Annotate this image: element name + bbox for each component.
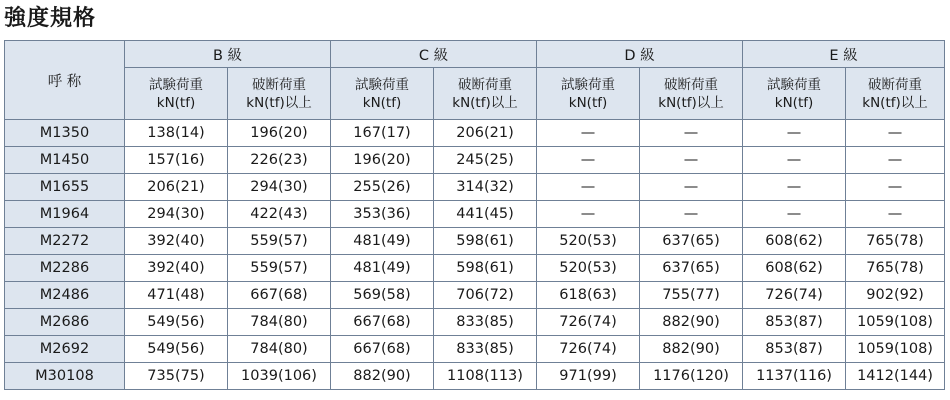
value-cell: 667(68) <box>331 309 434 336</box>
value-cell: 637(65) <box>640 255 743 282</box>
table-row <box>5 147 945 174</box>
value-cell: 1059(108) <box>846 309 945 336</box>
value-cell: 226(23) <box>228 147 331 174</box>
value-cell: 441(45) <box>434 201 537 228</box>
value-cell: — <box>537 120 640 147</box>
value-cell: — <box>743 120 846 147</box>
value-cell: 549(56) <box>125 309 228 336</box>
proof-load-header <box>537 68 640 120</box>
value-cell: 422(43) <box>228 201 331 228</box>
value-cell: — <box>537 201 640 228</box>
value-cell: 1059(108) <box>846 336 945 363</box>
value-cell: 1412(144) <box>846 363 945 390</box>
value-cell: — <box>846 201 945 228</box>
grade-b-header: B 級 <box>125 41 331 68</box>
value-cell: 765(78) <box>846 255 945 282</box>
value-cell: 882(90) <box>331 363 434 390</box>
value-cell: 784(80) <box>228 309 331 336</box>
value-cell: 971(99) <box>537 363 640 390</box>
grade-e-header: E 級 <box>743 41 945 68</box>
value-cell: 735(75) <box>125 363 228 390</box>
value-cell: 314(32) <box>434 174 537 201</box>
value-cell: — <box>743 174 846 201</box>
value-cell: 138(14) <box>125 120 228 147</box>
value-cell: 902(92) <box>846 282 945 309</box>
row-name-cell: M2692 <box>5 336 125 363</box>
breaking-load-unit: kN(tf)以上 <box>246 94 312 111</box>
value-cell: 726(74) <box>743 282 846 309</box>
value-cell: 294(30) <box>125 201 228 228</box>
breaking-load-label: 破断荷重 <box>252 76 306 93</box>
value-cell: — <box>743 147 846 174</box>
value-cell: 167(17) <box>331 120 434 147</box>
load-header-row <box>5 68 945 120</box>
table-row <box>5 228 945 255</box>
proof-load-label: 試験荷重 <box>149 76 203 93</box>
grade-header-row <box>5 41 945 68</box>
value-cell: 608(62) <box>743 255 846 282</box>
proof-load-label: 試験荷重 <box>767 76 822 93</box>
row-name-cell: M30108 <box>5 363 125 390</box>
value-cell: 481(49) <box>331 228 434 255</box>
proof-load-label: 試験荷重 <box>561 76 616 93</box>
breaking-load-header <box>846 68 945 120</box>
value-cell: 637(65) <box>640 228 743 255</box>
value-cell: 853(87) <box>743 336 846 363</box>
value-cell: 1137(116) <box>743 363 846 390</box>
row-name-cell: M1350 <box>5 120 125 147</box>
row-name-cell: M1964 <box>5 201 125 228</box>
breaking-load-header <box>640 68 743 120</box>
value-cell: 667(68) <box>228 282 331 309</box>
value-cell: 1108(113) <box>434 363 537 390</box>
value-cell: 196(20) <box>228 120 331 147</box>
value-cell: 726(74) <box>537 309 640 336</box>
value-cell: 245(25) <box>434 147 537 174</box>
value-cell: 196(20) <box>331 147 434 174</box>
value-cell: — <box>846 147 945 174</box>
table-header <box>5 41 945 120</box>
proof-load-header <box>331 68 434 120</box>
value-cell: 353(36) <box>331 201 434 228</box>
value-cell: 706(72) <box>434 282 537 309</box>
value-cell: 520(53) <box>537 255 640 282</box>
value-cell: 206(21) <box>125 174 228 201</box>
value-cell: — <box>640 174 743 201</box>
value-cell: 833(85) <box>434 309 537 336</box>
table-row <box>5 174 945 201</box>
value-cell: 726(74) <box>537 336 640 363</box>
page-title: 強度規格 <box>4 6 97 31</box>
value-cell: 559(57) <box>228 255 331 282</box>
value-cell: 294(30) <box>228 174 331 201</box>
value-cell: 882(90) <box>640 309 743 336</box>
proof-load-label: 試験荷重 <box>355 76 409 93</box>
value-cell: 667(68) <box>331 336 434 363</box>
value-cell: 471(48) <box>125 282 228 309</box>
value-cell: — <box>640 147 743 174</box>
table-body <box>5 120 945 390</box>
table-row <box>5 201 945 228</box>
value-cell: 549(56) <box>125 336 228 363</box>
name-column-header: 呼 称 <box>5 41 125 120</box>
breaking-load-label: 破断荷重 <box>458 76 512 93</box>
table-row <box>5 120 945 147</box>
value-cell: 1176(120) <box>640 363 743 390</box>
table-row <box>5 336 945 363</box>
table-row <box>5 309 945 336</box>
value-cell: 784(80) <box>228 336 331 363</box>
table-row <box>5 255 945 282</box>
value-cell: 481(49) <box>331 255 434 282</box>
value-cell: — <box>640 120 743 147</box>
strength-spec-table <box>4 40 945 390</box>
value-cell: — <box>537 174 640 201</box>
value-cell: — <box>743 201 846 228</box>
table-row <box>5 282 945 309</box>
row-name-cell: M2486 <box>5 282 125 309</box>
value-cell: — <box>640 201 743 228</box>
value-cell: 598(61) <box>434 255 537 282</box>
table-row <box>5 363 945 390</box>
proof-load-unit: kN(tf) <box>774 94 814 111</box>
value-cell: 853(87) <box>743 309 846 336</box>
breaking-load-unit: kN(tf)以上 <box>658 94 724 111</box>
value-cell: — <box>537 147 640 174</box>
value-cell: 520(53) <box>537 228 640 255</box>
value-cell: 157(16) <box>125 147 228 174</box>
value-cell: 598(61) <box>434 228 537 255</box>
value-cell: 765(78) <box>846 228 945 255</box>
proof-load-header <box>125 68 228 120</box>
row-name-cell: M1450 <box>5 147 125 174</box>
value-cell: 618(63) <box>537 282 640 309</box>
proof-load-header <box>743 68 846 120</box>
breaking-load-unit: kN(tf)以上 <box>862 94 928 111</box>
value-cell: — <box>846 174 945 201</box>
value-cell: 882(90) <box>640 336 743 363</box>
row-name-cell: M2686 <box>5 309 125 336</box>
breaking-load-header <box>434 68 537 120</box>
breaking-load-label: 破断荷重 <box>664 76 719 93</box>
proof-load-unit: kN(tf) <box>156 94 196 111</box>
breaking-load-unit: kN(tf)以上 <box>452 94 518 111</box>
value-cell: 255(26) <box>331 174 434 201</box>
value-cell: 392(40) <box>125 255 228 282</box>
proof-load-unit: kN(tf) <box>362 94 402 111</box>
proof-load-unit: kN(tf) <box>568 94 608 111</box>
value-cell: 206(21) <box>434 120 537 147</box>
value-cell: 755(77) <box>640 282 743 309</box>
value-cell: 608(62) <box>743 228 846 255</box>
value-cell: 569(58) <box>331 282 434 309</box>
row-name-cell: M1655 <box>5 174 125 201</box>
value-cell: 559(57) <box>228 228 331 255</box>
value-cell: 392(40) <box>125 228 228 255</box>
breaking-load-label: 破断荷重 <box>868 76 923 93</box>
breaking-load-header <box>228 68 331 120</box>
row-name-cell: M2286 <box>5 255 125 282</box>
value-cell: 833(85) <box>434 336 537 363</box>
value-cell: — <box>846 120 945 147</box>
grade-c-header: C 級 <box>331 41 537 68</box>
grade-d-header: D 級 <box>537 41 743 68</box>
value-cell: 1039(106) <box>228 363 331 390</box>
row-name-cell: M2272 <box>5 228 125 255</box>
